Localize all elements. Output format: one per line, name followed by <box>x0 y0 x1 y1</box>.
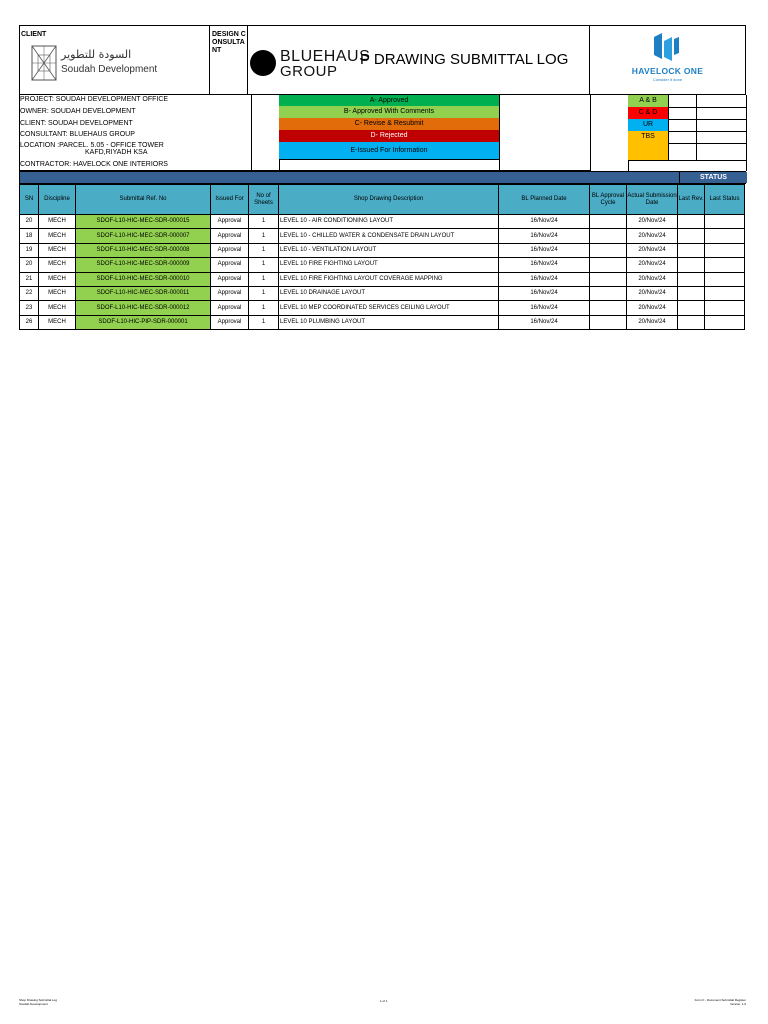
cell-last-rev <box>678 315 705 329</box>
column-header-last-status: Last Status <box>705 185 745 215</box>
cell-discipline: MECH <box>39 229 76 243</box>
havelock-logo-icon <box>652 31 680 63</box>
cell-actual-date: 20/Nov/24 <box>627 258 678 272</box>
blank-cell <box>499 95 591 171</box>
cell-bl-cycle <box>590 272 627 286</box>
cell-last-status <box>705 215 745 229</box>
cell-submittal-ref: SDOF-L10-HIC-MEC-SDR-000015 <box>76 215 211 229</box>
client-logo-english: Soudah Development <box>61 64 158 75</box>
project-info-line: CONSULTANT: BLUEHAUS GROUP <box>20 131 135 138</box>
cell-issued-for: Approval <box>211 258 249 272</box>
cell-bl-cycle <box>590 286 627 300</box>
approval-legend <box>279 95 500 171</box>
column-header-no-of-sheets: No of Sheets <box>249 185 279 215</box>
cell-submittal-ref: SDOF-L10-HIC-MEC-SDR-000009 <box>76 258 211 272</box>
cell-bl-cycle <box>590 258 627 272</box>
cell-description: LEVEL 10 - AIR CONDITIONING LAYOUT <box>279 215 499 229</box>
table-row[interactable] <box>20 258 745 272</box>
cell-actual-date: 20/Nov/24 <box>627 272 678 286</box>
status-band-label: STATUS <box>679 172 747 183</box>
cell-sn: 19 <box>20 243 39 257</box>
cell-bl-cycle <box>590 301 627 315</box>
cell-last-rev <box>678 243 705 257</box>
cell-description: LEVEL 10 FIRE FIGHTING LAYOUT <box>279 258 499 272</box>
cell-sn: 22 <box>20 286 39 300</box>
column-header-last-rev: Last Rev. <box>678 185 705 215</box>
cell-last-status <box>705 286 745 300</box>
cell-bl-planned: 16/Nov/24 <box>499 315 590 329</box>
column-header-submittal-ref: Submittal Ref. No <box>76 185 211 215</box>
cell-issued-for: Approval <box>211 215 249 229</box>
cell-submittal-ref: SDOF-L10-HIC-PIP-SDR-000001 <box>76 315 211 329</box>
cell-discipline: MECH <box>39 315 76 329</box>
cell-actual-date: 20/Nov/24 <box>627 215 678 229</box>
cell-bl-planned: 16/Nov/24 <box>499 229 590 243</box>
cell-sheets: 1 <box>249 215 279 229</box>
cell-last-status <box>705 229 745 243</box>
column-header-issued-for: Issued For <box>211 185 249 215</box>
cell-description: LEVEL 10 DRAINAGE LAYOUT <box>279 286 499 300</box>
table-row[interactable] <box>20 315 745 329</box>
status-legend-cd: C & D <box>628 107 669 120</box>
table-row[interactable] <box>20 243 745 257</box>
cell-last-status <box>705 301 745 315</box>
legend-approved-with-comments: B- Approved With Comments <box>279 106 499 119</box>
cell-discipline: MECH <box>39 215 76 229</box>
legend-rejected: D- Rejected <box>279 130 499 143</box>
project-info-line: PROJECT: SOUDAH DEVELOPMENT OFFICE <box>20 96 169 103</box>
project-info-line: CLIENT: SOUDAH DEVELOPMENT <box>20 120 133 127</box>
cell-actual-date: 20/Nov/24 <box>627 243 678 257</box>
cell-sheets: 1 <box>249 315 279 329</box>
column-header-bl-approval-cycle: BL Approval Cycle <box>590 185 627 215</box>
status-legend-ur: UR <box>628 119 669 132</box>
cell-bl-planned: 16/Nov/24 <box>499 286 590 300</box>
column-header-description: Shop Drawing Description <box>279 185 499 215</box>
footer-left-line1: Shop Drawing Submittal Log <box>19 998 58 1002</box>
project-info-line: LOCATION :PARCEL. 5.05 - OFFICE TOWER <box>20 142 164 149</box>
table-row[interactable] <box>20 272 745 286</box>
cell-last-rev <box>678 286 705 300</box>
blank-cell <box>251 95 280 171</box>
cell-sheets: 1 <box>249 243 279 257</box>
client-label: CLIENT <box>21 31 47 38</box>
cell-last-status <box>705 243 745 257</box>
cell-bl-cycle <box>590 229 627 243</box>
contractor-logo-name: HAVELOCK ONE <box>631 66 704 76</box>
status-legend-blank <box>590 95 629 172</box>
cell-discipline: MECH <box>39 272 76 286</box>
column-header-actual-submission-date: Actual Submission Date <box>627 185 678 215</box>
cell-submittal-ref: SDOF-L10-HIC-MEC-SDR-000007 <box>76 229 211 243</box>
client-cell <box>20 26 210 94</box>
cell-description: LEVEL 10 - CHILLED WATER & CONDENSATE DRAIN LAYOUT <box>279 229 499 243</box>
cell-sn: 20 <box>20 215 39 229</box>
cell-bl-planned: 16/Nov/24 <box>499 243 590 257</box>
cell-sheets: 1 <box>249 258 279 272</box>
status-legend <box>590 95 746 171</box>
cell-bl-planned: 16/Nov/24 <box>499 301 590 315</box>
table-header-band <box>19 171 746 184</box>
cell-discipline: MECH <box>39 286 76 300</box>
contractor-logo-cell <box>590 26 745 94</box>
status-legend-ab: A & B <box>628 95 669 108</box>
status-legend-blank-col <box>668 95 747 171</box>
table-header-row <box>20 185 745 215</box>
legend-issued-for-information: E-Issued For Information <box>279 142 499 160</box>
cell-bl-planned: 16/Nov/24 <box>499 272 590 286</box>
cell-submittal-ref: SDOF-L10-HIC-MEC-SDR-000008 <box>76 243 211 257</box>
legend-approved: A- Approved <box>279 95 499 107</box>
cell-last-rev <box>678 258 705 272</box>
cell-description: LEVEL 10 FIRE FIGHTING LAYOUT COVERAGE MAPPING <box>279 272 499 286</box>
table-row[interactable] <box>20 286 745 300</box>
table-row[interactable] <box>20 229 745 243</box>
cell-last-rev <box>678 272 705 286</box>
cell-submittal-ref: SDOF-L10-HIC-MEC-SDR-000010 <box>76 272 211 286</box>
status-legend-tbs: TBS <box>628 131 669 144</box>
cell-sn: 18 <box>20 229 39 243</box>
client-logo-arabic: السودة للتطوير <box>61 48 132 61</box>
table-row[interactable] <box>20 301 745 315</box>
soudah-logo <box>31 43 181 83</box>
cell-actual-date: 20/Nov/24 <box>627 229 678 243</box>
cell-sn: 23 <box>20 301 39 315</box>
cell-sheets: 1 <box>249 229 279 243</box>
document-header <box>19 25 746 95</box>
footer-left-line2: Soudah Development <box>19 1002 48 1006</box>
cell-submittal-ref: SDOF-L10-HIC-MEC-SDR-000012 <box>76 301 211 315</box>
cell-submittal-ref: SDOF-L10-HIC-MEC-SDR-000011 <box>76 286 211 300</box>
table-row[interactable] <box>20 215 745 229</box>
cell-last-rev <box>678 301 705 315</box>
cell-discipline: MECH <box>39 301 76 315</box>
soudah-logo-mark-icon <box>31 45 57 81</box>
submittal-log-table <box>19 184 745 330</box>
page-title: P DRAWING SUBMITTAL LOG <box>360 51 569 68</box>
project-info-line: CONTRACTOR: HAVELOCK ONE INTERIORS <box>20 161 168 168</box>
project-info-line: OWNER: SOUDAH DEVELOPMENT <box>20 108 136 115</box>
footer-page-number: 1 of 1 <box>380 999 388 1003</box>
cell-issued-for: Approval <box>211 272 249 286</box>
cell-last-rev <box>678 229 705 243</box>
cell-bl-cycle <box>590 315 627 329</box>
cell-bl-planned: 16/Nov/24 <box>499 258 590 272</box>
consultant-logo-line1: BLUEHAUS <box>280 48 371 65</box>
cell-sheets: 1 <box>249 286 279 300</box>
footer-center <box>380 999 400 1003</box>
cell-sn: 26 <box>20 315 39 329</box>
consultant-logo-line2: GROUP <box>280 63 338 80</box>
cell-sheets: 1 <box>249 301 279 315</box>
cell-actual-date: 20/Nov/24 <box>627 301 678 315</box>
cell-discipline: MECH <box>39 243 76 257</box>
cell-sheets: 1 <box>249 272 279 286</box>
cell-last-status <box>705 272 745 286</box>
cell-last-rev <box>678 215 705 229</box>
cell-issued-for: Approval <box>211 286 249 300</box>
column-header-bl-planned-date: BL Planned Date <box>499 185 590 215</box>
cell-last-status <box>705 258 745 272</box>
bluehaus-circle-icon <box>250 50 276 76</box>
contractor-logo-tagline: Consider it done <box>652 77 683 82</box>
title-cell <box>248 26 590 94</box>
cell-sn: 20 <box>20 258 39 272</box>
cell-description: LEVEL 10 - VENTILATION LAYOUT <box>279 243 499 257</box>
cell-bl-cycle <box>590 243 627 257</box>
cell-issued-for: Approval <box>211 229 249 243</box>
footer-right <box>690 998 746 1006</box>
column-header-sn: SN <box>20 185 39 215</box>
cell-last-status <box>705 315 745 329</box>
legend-revise-resubmit: C- Revise & Resubmit <box>279 118 499 131</box>
cell-issued-for: Approval <box>211 315 249 329</box>
cell-bl-cycle <box>590 215 627 229</box>
cell-issued-for: Approval <box>211 243 249 257</box>
project-info-line: KAFD,RIYADH KSA <box>85 149 148 156</box>
cell-discipline: MECH <box>39 258 76 272</box>
cell-bl-planned: 16/Nov/24 <box>499 215 590 229</box>
footer-right-line2: Version: 1.0 <box>730 1002 746 1006</box>
design-consultant-label: DESIGN CONSULTA NT <box>212 31 246 54</box>
cell-description: LEVEL 10 MEP COORDINATED SERVICES CEILING LAYOUT <box>279 301 499 315</box>
cell-sn: 21 <box>20 272 39 286</box>
column-header-discipline: Discipline <box>39 185 76 215</box>
cell-issued-for: Approval <box>211 301 249 315</box>
status-legend-amber-block <box>628 143 669 161</box>
design-consultant-cell <box>210 26 248 94</box>
footer-left <box>19 998 99 1006</box>
footer-right-line1: Form F - Document Submittal Register <box>694 998 746 1002</box>
cell-actual-date: 20/Nov/24 <box>627 315 678 329</box>
project-info-block <box>19 95 252 171</box>
cell-actual-date: 20/Nov/24 <box>627 286 678 300</box>
cell-description: LEVEL 10 PLUMBING LAYOUT <box>279 315 499 329</box>
